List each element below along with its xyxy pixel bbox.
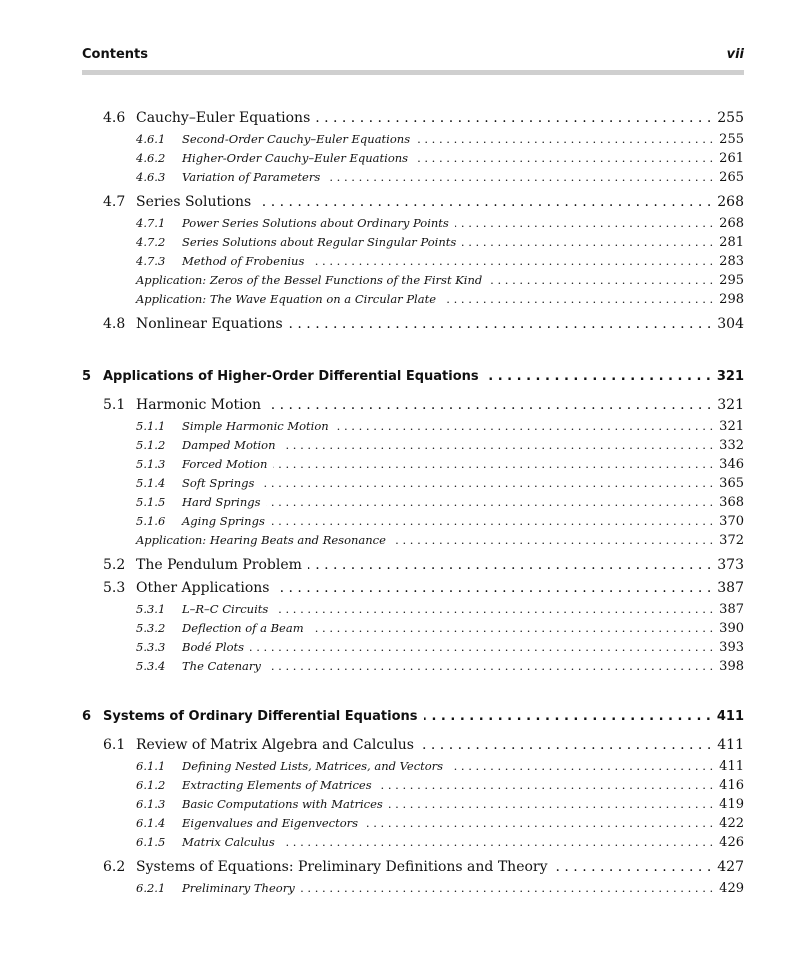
header-rule bbox=[82, 70, 744, 75]
toc-application-hearing-beats[interactable] bbox=[82, 531, 744, 550]
page-number: 255 bbox=[717, 110, 744, 126]
dot-leader bbox=[416, 130, 713, 149]
subsection-number: 5.3.4 bbox=[136, 659, 166, 673]
subsection-title: Preliminary Theory bbox=[182, 881, 295, 895]
toc-section-5-3[interactable] bbox=[82, 577, 744, 600]
running-head-title: Contents bbox=[82, 47, 148, 62]
page-number: 427 bbox=[717, 859, 744, 875]
page-number: 265 bbox=[719, 170, 744, 185]
dot-leader bbox=[414, 149, 713, 168]
toc-subsection-5-3-4[interactable] bbox=[82, 657, 744, 676]
toc-chapter-5[interactable] bbox=[82, 366, 744, 388]
subsection-number: 6.1.4 bbox=[136, 816, 166, 830]
subsection-title: Method of Frobenius bbox=[182, 254, 305, 268]
dot-leader bbox=[335, 417, 713, 436]
chapter-number: 5 bbox=[82, 369, 92, 384]
subsection-number: 5.3.2 bbox=[136, 621, 166, 635]
page-number: 411 bbox=[719, 759, 744, 774]
subsection-title: Higher-Order Cauchy–Euler Equations bbox=[182, 151, 409, 165]
chapter-title: Systems of Ordinary Differential Equations bbox=[103, 709, 418, 724]
subsection-number: 6.1.2 bbox=[136, 778, 166, 792]
dot-leader bbox=[310, 252, 713, 271]
dot-leader bbox=[282, 436, 714, 455]
application-title: Application: Hearing Beats and Resonance bbox=[136, 533, 386, 547]
application-title: Application: Zeros of the Bessel Functions of the First Kind bbox=[136, 273, 483, 287]
subsection-title: L–R–C Circuits bbox=[182, 602, 269, 616]
toc-subsection-4-7-3[interactable] bbox=[82, 252, 744, 271]
page-number: 298 bbox=[719, 292, 744, 307]
dot-leader bbox=[250, 638, 713, 657]
subsection-title: Series Solutions about Regular Singular Points bbox=[182, 235, 457, 249]
toc-subsection-4-7-1[interactable] bbox=[82, 214, 744, 233]
dot-leader bbox=[273, 455, 713, 474]
dot-leader bbox=[485, 366, 711, 388]
table-of-contents bbox=[82, 107, 744, 898]
dot-leader bbox=[554, 856, 712, 879]
dot-leader bbox=[267, 657, 713, 676]
toc-subsection-4-7-2[interactable] bbox=[82, 233, 744, 252]
subsection-title: Extracting Elements of Matrices bbox=[182, 778, 372, 792]
section-title: Other Applications bbox=[136, 580, 270, 596]
toc-section-5-2[interactable] bbox=[82, 554, 744, 577]
subsection-title: Aging Springs bbox=[182, 514, 265, 528]
subsection-title: Eigenvalues and Eigenvectors bbox=[182, 816, 359, 830]
dot-leader bbox=[488, 271, 713, 290]
toc-subsection-6-1-4[interactable] bbox=[82, 814, 744, 833]
section-title: Cauchy–Euler Equations bbox=[136, 110, 311, 126]
page-number: 304 bbox=[717, 316, 744, 332]
dot-leader bbox=[455, 214, 713, 233]
dot-leader bbox=[289, 313, 712, 336]
section-number: 4.7 bbox=[103, 194, 126, 210]
subsection-title: Hard Springs bbox=[182, 495, 261, 509]
page-number: 365 bbox=[719, 476, 744, 491]
subsection-title: The Catenary bbox=[182, 659, 261, 673]
toc-section-5-1[interactable] bbox=[82, 394, 744, 417]
toc-subsection-5-3-2[interactable] bbox=[82, 619, 744, 638]
page-number: 370 bbox=[719, 514, 744, 529]
page-number: 416 bbox=[719, 778, 744, 793]
dot-leader bbox=[378, 776, 714, 795]
toc-application-bessel-zeros[interactable] bbox=[82, 271, 744, 290]
page-number: 321 bbox=[716, 369, 744, 384]
toc-subsection-4-6-2[interactable] bbox=[82, 149, 744, 168]
section-number: 4.8 bbox=[103, 316, 126, 332]
section-title: Review of Matrix Algebra and Calculus bbox=[136, 737, 414, 753]
dot-leader bbox=[308, 554, 711, 577]
page-number: 373 bbox=[717, 557, 744, 573]
toc-subsection-6-2-1[interactable] bbox=[82, 879, 744, 898]
toc-subsection-5-1-1[interactable] bbox=[82, 417, 744, 436]
toc-subsection-5-1-4[interactable] bbox=[82, 474, 744, 493]
dot-leader bbox=[260, 474, 713, 493]
dot-leader bbox=[326, 168, 713, 187]
toc-subsection-5-3-1[interactable] bbox=[82, 600, 744, 619]
subsection-number: 5.1.2 bbox=[136, 438, 166, 452]
page-number: 372 bbox=[719, 533, 744, 548]
subsection-title: Variation of Parameters bbox=[182, 170, 321, 184]
page-number: 398 bbox=[719, 659, 744, 674]
toc-section-6-1[interactable] bbox=[82, 734, 744, 757]
page-number: 387 bbox=[719, 602, 744, 617]
running-head bbox=[82, 47, 744, 67]
page-number: 411 bbox=[717, 737, 744, 753]
dot-leader bbox=[301, 879, 713, 898]
page-number: 346 bbox=[719, 457, 744, 472]
subsection-number: 5.1.6 bbox=[136, 514, 166, 528]
section-number: 5.1 bbox=[103, 397, 126, 413]
chapter-title: Applications of Higher-Order Differential Equations bbox=[103, 369, 479, 384]
dot-leader bbox=[424, 706, 711, 728]
toc-subsection-4-6-3[interactable] bbox=[82, 168, 744, 187]
page-number: 411 bbox=[716, 709, 744, 724]
toc-subsection-5-1-5[interactable] bbox=[82, 493, 744, 512]
toc-subsection-5-1-2[interactable] bbox=[82, 436, 744, 455]
page-number: 321 bbox=[717, 397, 744, 413]
page-number: 255 bbox=[719, 132, 744, 147]
page-number: 283 bbox=[719, 254, 744, 269]
subsection-number: 6.1.5 bbox=[136, 835, 166, 849]
dot-leader bbox=[389, 795, 713, 814]
dot-leader bbox=[275, 577, 711, 600]
toc-subsection-6-1-1[interactable] bbox=[82, 757, 744, 776]
subsection-number: 6.1.1 bbox=[136, 759, 166, 773]
subsection-number: 5.1.1 bbox=[136, 419, 166, 433]
page-number: 393 bbox=[719, 640, 744, 655]
section-title: The Pendulum Problem bbox=[136, 557, 302, 573]
section-number: 5.2 bbox=[103, 557, 126, 573]
dot-leader bbox=[281, 833, 713, 852]
running-head-page-number: vii bbox=[726, 47, 744, 62]
section-number: 5.3 bbox=[103, 580, 126, 596]
dot-leader bbox=[449, 757, 713, 776]
dot-leader bbox=[364, 814, 713, 833]
toc-subsection-5-1-3[interactable] bbox=[82, 455, 744, 474]
subsection-number: 6.2.1 bbox=[136, 881, 166, 895]
toc-subsection-6-1-2[interactable] bbox=[82, 776, 744, 795]
chapter-number: 6 bbox=[82, 709, 92, 724]
dot-leader bbox=[316, 107, 711, 130]
subsection-number: 5.1.3 bbox=[136, 457, 166, 471]
toc-subsection-4-6-1[interactable] bbox=[82, 130, 744, 149]
dot-leader bbox=[267, 394, 711, 417]
subsection-number: 4.7.2 bbox=[136, 235, 166, 249]
page-number: 295 bbox=[719, 273, 744, 288]
dot-leader bbox=[420, 734, 711, 757]
toc-section-4-6[interactable] bbox=[82, 107, 744, 130]
dot-leader bbox=[462, 233, 713, 252]
section-number: 6.1 bbox=[103, 737, 126, 753]
subsection-number: 4.6.1 bbox=[136, 132, 166, 146]
section-title: Series Solutions bbox=[136, 194, 252, 210]
toc-section-4-8[interactable] bbox=[82, 313, 744, 336]
subsection-title: Defining Nested Lists, Matrices, and Vectors bbox=[182, 759, 444, 773]
page-number: 387 bbox=[717, 580, 744, 596]
page-number: 419 bbox=[719, 797, 744, 812]
page-number: 261 bbox=[719, 151, 744, 166]
toc-subsection-5-1-6[interactable] bbox=[82, 512, 744, 531]
toc-subsection-6-1-3[interactable] bbox=[82, 795, 744, 814]
dot-leader bbox=[392, 531, 713, 550]
page-number: 422 bbox=[719, 816, 744, 831]
dot-leader bbox=[266, 493, 713, 512]
subsection-title: Deflection of a Beam bbox=[182, 621, 304, 635]
subsection-title: Damped Motion bbox=[182, 438, 276, 452]
dot-leader bbox=[274, 600, 713, 619]
page-number: 429 bbox=[719, 881, 744, 896]
page-number: 368 bbox=[719, 495, 744, 510]
subsection-number: 5.3.1 bbox=[136, 602, 166, 616]
subsection-title: Matrix Calculus bbox=[182, 835, 275, 849]
subsection-title: Power Series Solutions about Ordinary Points bbox=[182, 216, 449, 230]
page-number: 321 bbox=[719, 419, 744, 434]
subsection-number: 4.7.3 bbox=[136, 254, 166, 268]
page-number: 281 bbox=[719, 235, 744, 250]
toc-chapter-6[interactable] bbox=[82, 706, 744, 728]
subsection-title: Second-Order Cauchy–Euler Equations bbox=[182, 132, 411, 146]
dot-leader bbox=[310, 619, 714, 638]
subsection-title: Forced Motion bbox=[182, 457, 268, 471]
subsection-number: 6.1.3 bbox=[136, 797, 166, 811]
application-title: Application: The Wave Equation on a Circular Plate bbox=[136, 292, 437, 306]
page-number: 268 bbox=[719, 216, 744, 231]
subsection-number: 5.1.5 bbox=[136, 495, 166, 509]
dot-leader bbox=[257, 191, 711, 214]
toc-application-wave-equation[interactable] bbox=[82, 290, 744, 309]
section-number: 6.2 bbox=[103, 859, 126, 875]
subsection-number: 5.3.3 bbox=[136, 640, 166, 654]
subsection-title: Simple Harmonic Motion bbox=[182, 419, 329, 433]
subsection-title: Bodé Plots bbox=[182, 640, 245, 654]
subsection-number: 4.7.1 bbox=[136, 216, 166, 230]
subsection-number: 5.1.4 bbox=[136, 476, 166, 490]
toc-section-4-7[interactable] bbox=[82, 191, 744, 214]
section-number: 4.6 bbox=[103, 110, 126, 126]
section-title: Systems of Equations: Preliminary Definitions and Theory bbox=[136, 859, 548, 875]
page-number: 426 bbox=[719, 835, 744, 850]
subsection-title: Soft Springs bbox=[182, 476, 255, 490]
section-title: Nonlinear Equations bbox=[136, 316, 283, 332]
subsection-number: 4.6.3 bbox=[136, 170, 166, 184]
subsection-title: Basic Computations with Matrices bbox=[182, 797, 383, 811]
section-title: Harmonic Motion bbox=[136, 397, 262, 413]
dot-leader bbox=[271, 512, 713, 531]
toc-subsection-6-1-5[interactable] bbox=[82, 833, 744, 852]
page-number: 390 bbox=[719, 621, 744, 636]
toc-section-6-2[interactable] bbox=[82, 856, 744, 879]
toc-subsection-5-3-3[interactable] bbox=[82, 638, 744, 657]
dot-leader bbox=[442, 290, 713, 309]
page-number: 332 bbox=[719, 438, 744, 453]
page-number: 268 bbox=[717, 194, 744, 210]
subsection-number: 4.6.2 bbox=[136, 151, 166, 165]
